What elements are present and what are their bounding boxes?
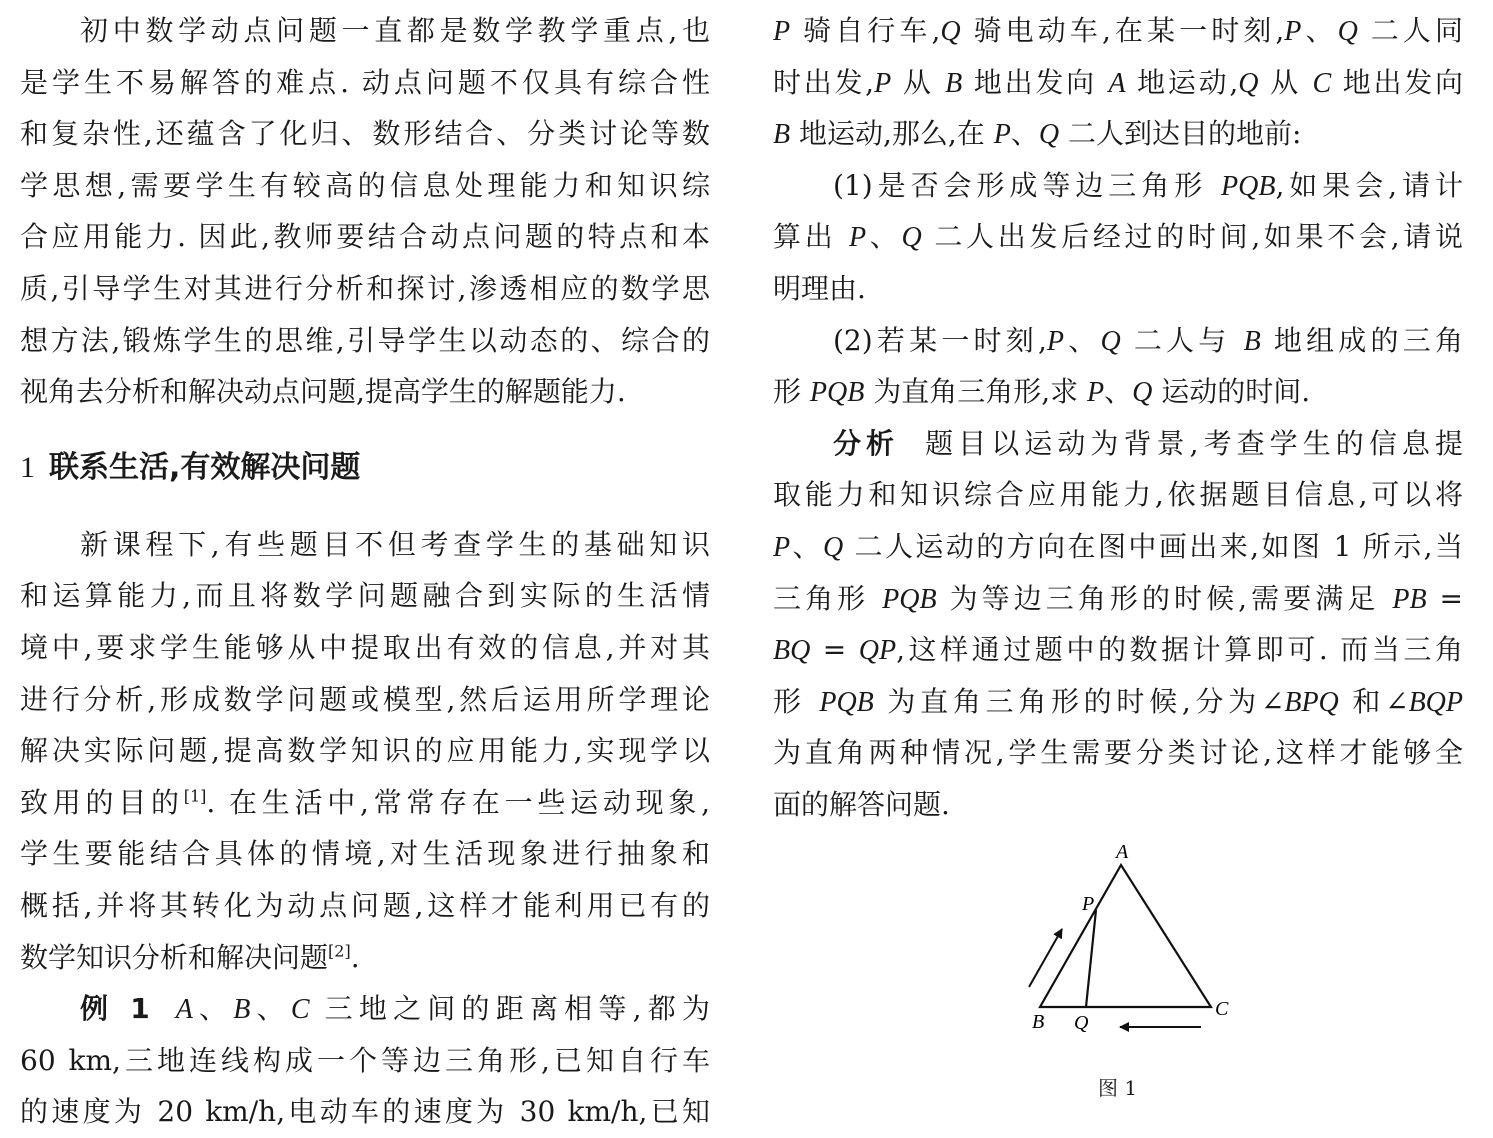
line-text: 学生要能结合具体的情境,对生活现象进行抽象和 xyxy=(20,837,710,871)
text-line xyxy=(20,725,710,777)
line-text: 和运算能力,而且将数学问题融合到实际的生活情 xyxy=(20,579,710,613)
line-text: 解决实际问题,提高数学知识的应用能力,实现学以 xyxy=(20,734,710,768)
line-text: 是学生不易解答的难点. 动点问题不仅具有综合性 xyxy=(20,65,710,99)
question-2 xyxy=(773,315,1463,418)
text-line xyxy=(20,570,710,622)
line-text: 合应用能力. 因此,教师要结合动点问题的特点和本 xyxy=(20,220,710,254)
text-line xyxy=(20,828,710,880)
text-line xyxy=(20,211,710,263)
label-c: C xyxy=(1215,998,1229,1020)
line-text: 三角形 PQB 为等边三角形的时候,需要满足 PB = xyxy=(773,581,1463,615)
text-line xyxy=(773,469,1463,521)
text-line xyxy=(773,211,1463,263)
text-line xyxy=(773,315,1463,367)
line-text: 算出 P、Q 二人出发后经过的时间,如果不会,请说 xyxy=(773,220,1463,254)
left-column xyxy=(20,5,710,1138)
bold-lead: 分析 xyxy=(833,426,900,460)
text-line xyxy=(773,57,1463,109)
label-q: Q xyxy=(1074,1012,1089,1034)
label-a: A xyxy=(1116,841,1129,863)
line-text: 学思想,需要学生有较高的信息处理能力和知识综 xyxy=(20,168,710,202)
example-continued xyxy=(773,5,1463,160)
bold-lead: 例 1 xyxy=(80,992,150,1026)
text-line xyxy=(773,263,1463,315)
line-text: 新课程下,有些题目不但考查学生的基础知识 xyxy=(80,527,710,561)
line-text: 时出发,P 从 B 地出发向 A 地运动,Q 从 C 地出发向 xyxy=(773,65,1463,99)
text-line xyxy=(773,779,1463,831)
section-paragraph xyxy=(20,519,710,983)
line-text: 题目以运动为背景,考查学生的信息提 xyxy=(925,426,1463,460)
text-line xyxy=(20,777,710,829)
line-text: 和复杂性,还蕴含了化归、数形结合、分类讨论等数 xyxy=(20,117,710,151)
line-text: 60 km,三地连线构成一个等边三角形,已知自行车 xyxy=(20,1043,710,1077)
text-line xyxy=(773,108,1463,160)
text-line xyxy=(20,57,710,109)
line-text: 的速度为 20 km/h,电动车的速度为 30 km/h,已知 xyxy=(20,1095,710,1129)
text-line xyxy=(773,5,1463,57)
triangle-abc xyxy=(1040,865,1211,1007)
text-line xyxy=(20,983,710,1035)
text-line xyxy=(20,366,710,418)
line-text: 取能力和知识综合应用能力,依据题目信息,可以将 xyxy=(773,478,1463,512)
text-line xyxy=(20,108,710,160)
line-text: P、Q 二人运动的方向在图中画出来,如图 1 所示,当 xyxy=(773,529,1463,563)
line-text: 初中数学动点问题一直都是数学教学重点,也 xyxy=(80,14,710,47)
text-line xyxy=(20,880,710,932)
line-text: 进行分析,形成数学问题或模型,然后运用所学理论 xyxy=(20,682,710,716)
question-1 xyxy=(773,160,1463,315)
line-text: A、B、C 三地之间的距离相等,都为 xyxy=(175,992,710,1026)
section-number: 1 xyxy=(20,450,35,484)
text-line xyxy=(773,418,1463,470)
label-p: P xyxy=(1082,893,1095,915)
text-line xyxy=(20,315,710,367)
line-text: 形 PQB 为直角三角形的时候,分为∠BPQ 和∠BQP xyxy=(773,684,1463,718)
text-line xyxy=(773,624,1463,676)
intro-paragraph xyxy=(20,5,710,418)
text-line xyxy=(773,366,1463,418)
text-line xyxy=(773,160,1463,212)
line-text: 面的解答问题. xyxy=(773,787,950,821)
line-text: 视角去分析和解决动点问题,提高学生的解题能力. xyxy=(20,375,626,409)
line-text: P 骑自行车,Q 骑电动车,在某一时刻,P、Q 二人同 xyxy=(773,14,1463,47)
section-heading xyxy=(20,442,710,494)
line-text: 想方法,锻炼学生的思维,引导学生以动态的、综合的 xyxy=(20,323,710,357)
line-text: 形 PQB 为直角三角形,求 P、Q 运动的时间. xyxy=(773,375,1311,409)
text-line xyxy=(20,622,710,674)
text-line xyxy=(20,519,710,571)
text-line xyxy=(773,676,1463,728)
line-text: (2)若某一时刻,P、Q 二人与 B 地组成的三角 xyxy=(833,323,1463,357)
text-line xyxy=(20,1086,710,1138)
label-b: B xyxy=(1032,1011,1045,1033)
line-text: 质,引导学生对其进行分析和探讨,渗透相应的数学思 xyxy=(20,271,710,305)
line-text: B 地运动,那么,在 P、Q 二人到达目的地前: xyxy=(773,117,1302,151)
right-column xyxy=(773,5,1463,831)
example-paragraph xyxy=(20,983,710,1138)
text-line xyxy=(20,674,710,726)
line-text: 数学知识分析和解决问题[2]. xyxy=(20,940,360,974)
text-line xyxy=(773,727,1463,779)
text-line xyxy=(773,573,1463,625)
section-title: 联系生活,有效解决问题 xyxy=(49,449,361,485)
text-line xyxy=(20,932,710,984)
text-line xyxy=(20,5,710,57)
line-text: 为直角两种情况,学生需要分类讨论,这样才能够全 xyxy=(773,736,1463,770)
figure-caption: 图 1 xyxy=(1098,1076,1138,1100)
line-text: 致用的目的[1]. 在生活中,常常存在一些运动现象, xyxy=(20,785,710,819)
line-text: BQ = QP,这样通过题中的数据计算即可. 而当三角 xyxy=(773,633,1463,667)
text-line xyxy=(20,1035,710,1087)
line-text: (1)是否会形成等边三角形 PQB,如果会,请计 xyxy=(833,168,1463,202)
analysis-paragraph xyxy=(773,418,1463,831)
text-line xyxy=(20,263,710,315)
line-text: 概括,并将其转化为动点问题,这样才能利用已有的 xyxy=(20,888,710,922)
figure-1-triangle-diagram xyxy=(1010,830,1250,1110)
line-text: 境中,要求学生能够从中提取出有效的信息,并对其 xyxy=(20,630,710,664)
text-line xyxy=(773,521,1463,573)
line-text: 明理由. xyxy=(773,271,866,305)
text-line xyxy=(20,160,710,212)
